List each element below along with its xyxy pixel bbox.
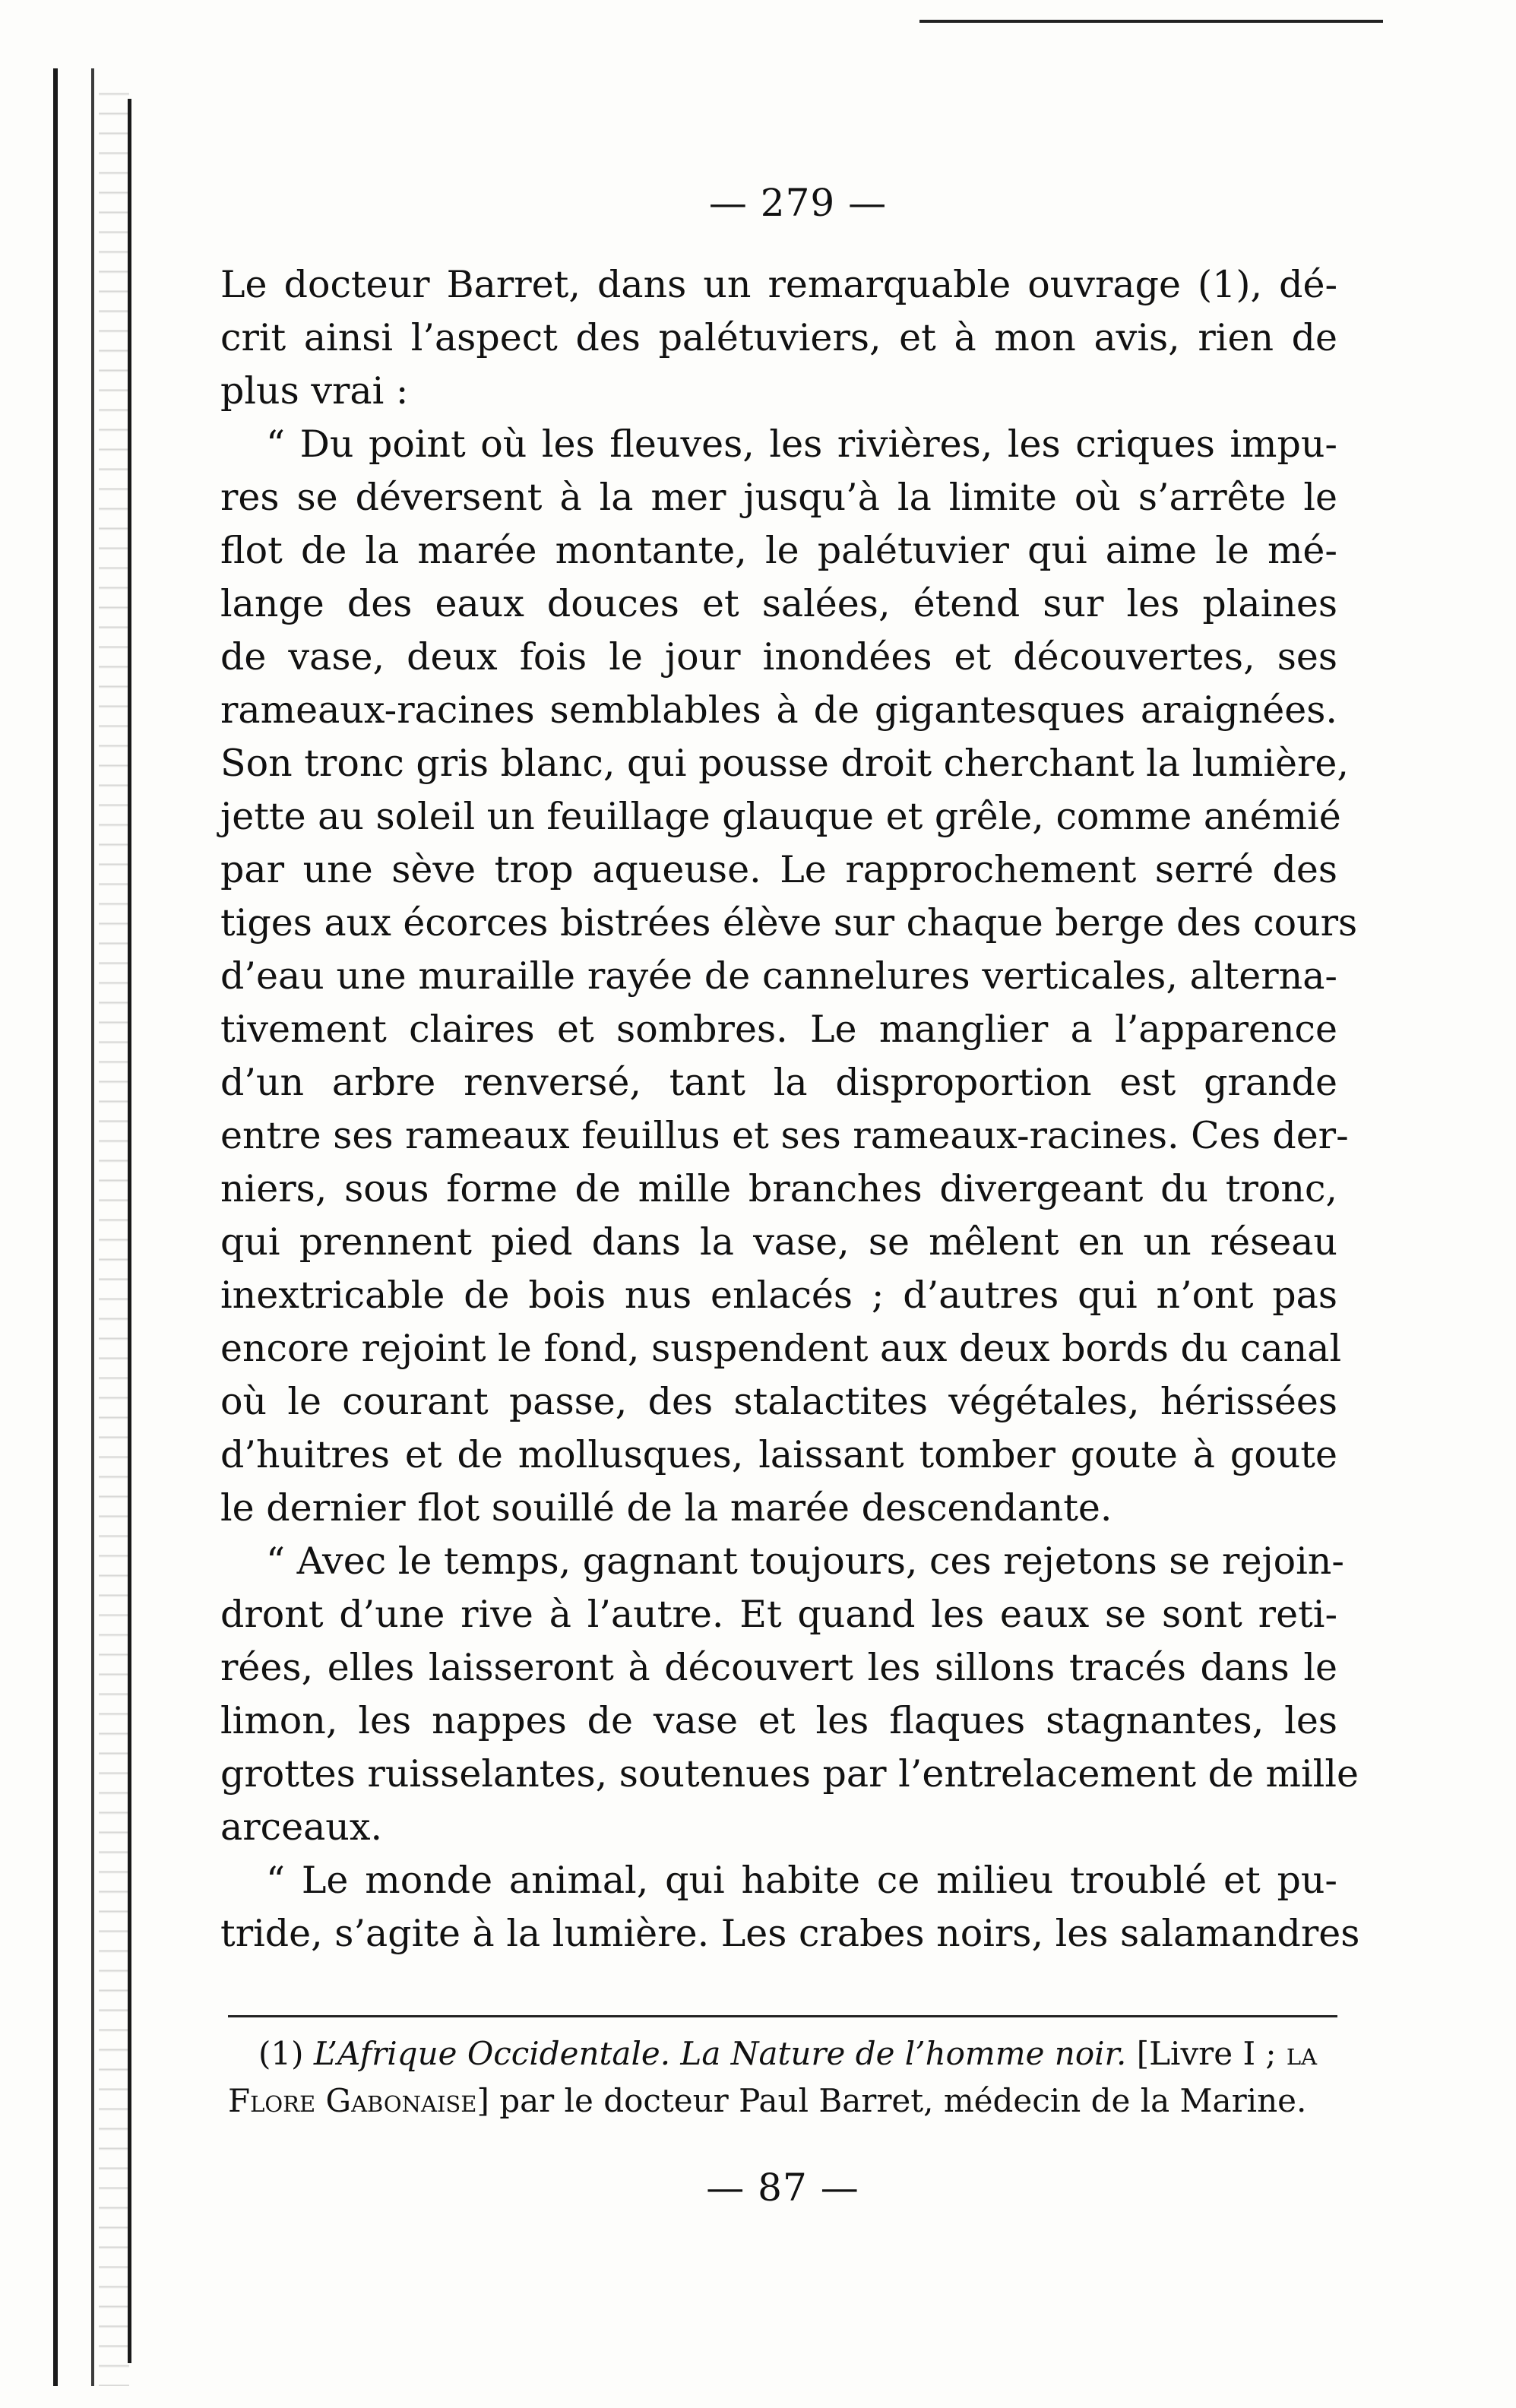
footnote-line-2 <box>228 2077 1337 2125</box>
footnote-rest: ] par le docteur Paul Barret, médecin de la Marine. <box>476 2082 1307 2119</box>
binding-line-1 <box>53 68 58 2386</box>
footnote-smallcaps-la: la <box>1286 2035 1318 2072</box>
text-line: d’eau une muraille rayée de cannelures verticales, alterna- <box>220 954 1337 998</box>
text-line: inextricable de bois nus enlacés ; d’autres qui n’ont pas <box>220 1274 1337 1317</box>
text-line: tivement claires et sombres. Le manglier a l’apparence <box>220 1008 1337 1051</box>
text-line: res se déversent à la mer jusqu’à la limite où s’arrête le <box>220 476 1337 519</box>
text-line: tride, s’agite à la lumière. Les crabes noirs, les salamandres <box>220 1912 1360 1955</box>
text-line: lange des eaux douces et salées, étend sur les plaines <box>220 582 1337 625</box>
footnote <box>228 2030 1337 2125</box>
text-line: d’huitres et de mollusques, laissant tomber goute à goute <box>220 1433 1337 1476</box>
footnote-smallcaps-flore: Flore Gabonaise <box>228 2082 477 2119</box>
footnote-rule <box>228 2015 1337 2017</box>
text-line: “ Avec le temps, gagnant toujours, ces rejetons se rejoin- <box>266 1539 1344 1583</box>
body-text <box>220 258 1360 1960</box>
footnote-title: L’Afrique Occidentale. La Nature de l’homme noir. <box>313 2035 1127 2072</box>
text-line: “ Du point où les fleuves, les rivières, les criques impu- <box>266 422 1337 466</box>
text-line: où le courant passe, des stalactites végétales, hérissées <box>220 1380 1337 1423</box>
text-line: Le docteur Barret, dans un remarquable ouvrage (1), dé- <box>220 263 1337 306</box>
text-line: encore rejoint le fond, suspendent aux deux bords du canal <box>220 1327 1342 1370</box>
text-line: d’un arbre renversé, tant la disproportion est grande <box>220 1061 1337 1104</box>
text-line: par une sève trop aqueuse. Le rapprochement serré des <box>220 848 1337 891</box>
footnote-marker: (1) <box>258 2035 304 2072</box>
page-number-top: — 279 — <box>708 181 888 225</box>
text-line: “ Le monde animal, qui habite ce milieu troublé et pu- <box>266 1859 1337 1902</box>
footnote-line-1 <box>228 2030 1337 2077</box>
text-line: rameaux-racines semblables à de gigantesques araignées. <box>220 688 1337 732</box>
text-line: limon, les nappes de vase et les flaques stagnantes, les <box>220 1699 1337 1742</box>
text-line: plus vrai : <box>220 369 409 413</box>
text-line: niers, sous forme de mille branches divergeant du tronc, <box>220 1167 1337 1210</box>
text-line: tiges aux écorces bistrées élève sur chaque berge des cours <box>220 901 1358 945</box>
text-line: jette au soleil un feuillage glauque et grêle, comme anémié <box>220 795 1341 838</box>
top-scan-rule <box>919 20 1383 23</box>
text-line: entre ses rameaux feuillus et ses rameaux-racines. Ces der- <box>220 1114 1349 1157</box>
page-number-bottom: — 87 — <box>706 2166 859 2210</box>
binding-line-3 <box>128 99 131 2363</box>
footnote-bracket: [Livre I ; <box>1136 2035 1277 2072</box>
text-line: le dernier flot souillé de la marée descendante. <box>220 1486 1112 1530</box>
text-line: grottes ruisselantes, soutenues par l’entrelacement de mille <box>220 1752 1359 1796</box>
binding-speckle <box>99 76 129 2386</box>
text-line: rées, elles laisseront à découvert les sillons tracés dans le <box>220 1646 1337 1689</box>
text-line: arceaux. <box>220 1805 383 1849</box>
text-line: dront d’une rive à l’autre. Et quand les eaux se sont reti- <box>220 1593 1337 1636</box>
text-line: crit ainsi l’aspect des palétuviers, et à mon avis, rien de <box>220 316 1337 359</box>
text-line: qui prennent pied dans la vase, se mêlent en un réseau <box>220 1220 1337 1264</box>
binding-line-2 <box>91 68 94 2386</box>
text-line: flot de la marée montante, le palétuvier qui aime le mé- <box>220 529 1337 572</box>
text-line: de vase, deux fois le jour inondées et découvertes, ses <box>220 635 1337 679</box>
text-line: Son tronc gris blanc, qui pousse droit cherchant la lumière, <box>220 742 1349 785</box>
